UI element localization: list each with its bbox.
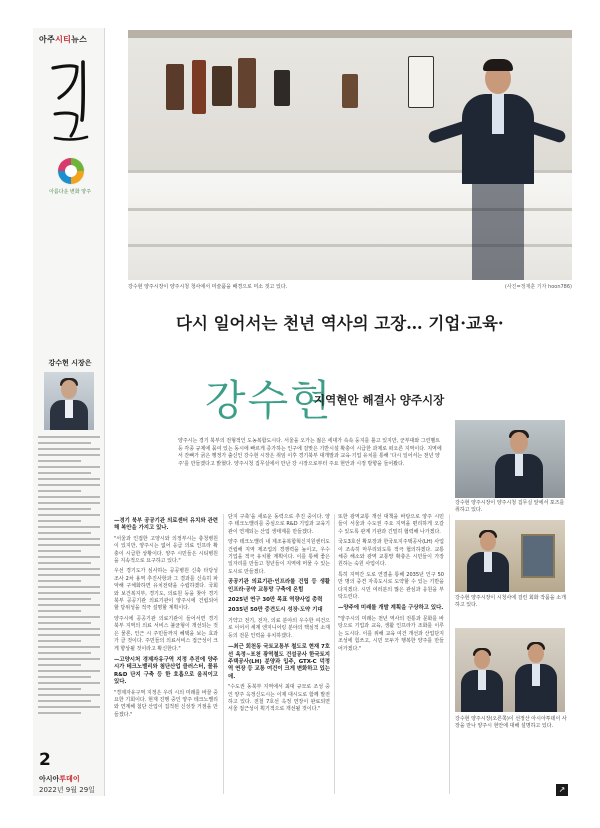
article-column-2: [228, 514, 330, 717]
column-2-paragraph: 기약고 전기, 전자, 의료 분야의 우수한 여건으로 이어서 세계 엔지니어링 분야의 핵심적 소재 등의 전문 인력을 유치하겠다.: [228, 617, 330, 639]
paper-name: [39, 774, 80, 784]
calligraphy-logo: [47, 58, 91, 146]
main-photo-credit: (사진=정재훈 기자 hoon786): [504, 284, 572, 290]
question-3: —최근 회천동 국토교통부 철도로 현재 7호선 옥정~포천 광역철도 건설공사 한국토지주택공사(LH) 분양과 입주, GTX-C 덕정역 연장 등 교통 여건이 크게 변화하고 있는데.: [228, 644, 330, 680]
headline: 다시 일어서는 천년 역사의 고장… 기업·교육·: [176, 314, 504, 333]
lead-paragraph: 양주시는 경기 북부의 전형적인 도농복합도시다. 서울을 오가는 젊은 세대가 속속 둥지를 틀고 있지만, 군부대와 그린벨트 등 각종 규제에 묶여 있는 동시에 빠르게 증가하는 인구에 걸맞은 기반시설 확충이 시급한 과제로 떠오른 지역이다. 지역에서 잔뼈가 굵은 행정가 출신인 강수현 시장은 취임 이후 경기북부 대개발과 교육·기업 유치를 통해 '다시 일어서는 천년 양주'를 만들겠다고 밝혔다. 양주시청 집무실에서 만난 강 시장으로부터 주요 현안과 시정 방향을 들어봤다.: [178, 438, 442, 467]
issue-date: 2022년 9월 29일: [39, 786, 95, 794]
column-1-paragraph: 양주시에 공공기관 의료기관이 들어서면 경기 북부 지역의 의료 서비스 불균형이 개선되는 것은 물론, 인근 시 주민들까지 혜택을 보는 효과가 클 것이다. 주민들의 의료서비스 접근성이 크게 향상될 것이라고 확신한다.": [114, 615, 218, 652]
article-column-3: [338, 514, 444, 656]
column-1-paragraph: "경제자유구역 지정은 우리 시의 미래를 바꿀 중요한 기회이다. 현재 진행 중인 양주 테크노밸리와 연계해 첨단 산업이 집적된 신성장 거점을 만들겠다.": [114, 689, 218, 718]
question-2: —고양시처 경제자유구역 지정 추진에 양주시가 테크노밸리와 첨단산업 클러스터, 물류 R&D 단지 구축 등 한 호흡으로 움직이고 있다.: [114, 656, 218, 686]
interviewee-title: 지역현안 해결사 양주시장: [314, 393, 445, 407]
side-photo-2: [455, 520, 565, 592]
question-4: —양주에 미래를 개발 계획을 구상하고 있다.: [338, 605, 444, 612]
column-2-paragraph: 양주 테크노밸리 내 제조융복합혁신지원센터도 건립해 지역 제조업의 경쟁력을 높이고, 우수 기업을 적극 유치할 계획이다. 이를 통해 좋은 일자리를 만들고 청년들이 지역에 머물 수 있는 도시로 만들겠다.: [228, 539, 330, 575]
side-photo-3: [455, 628, 565, 712]
question-1: —경기 북부 공공기관 의료센터 유치와 관련해 복안을 가지고 있나.: [114, 518, 218, 532]
paper-prefix: 아시아: [39, 775, 60, 783]
subheading-3: 2035년 50만 중견도시 성장·도약 기대: [228, 607, 323, 614]
masthead-suffix: 뉴스: [71, 35, 88, 44]
side-photo-2-caption: 강수현 양주시장이 시청사에 걸린 회화 작품을 소개하고 있다.: [455, 595, 566, 608]
city-seal-icon: [56, 156, 86, 186]
side-photo-1-caption: 강수현 양주시장이 양주시청 집무실 앞에서 포즈를 취하고 있다.: [455, 500, 565, 513]
masthead-accent: 시티: [55, 35, 72, 44]
column-3-paragraph: 또한 광역교통 개선 대책을 바탕으로 양주 시민들이 서울과 수도권 주요 지역을 편리하게 오갈 수 있도록 관계 기관과 긴밀히 협력해 나가겠다.: [338, 514, 444, 535]
subheading-1: 공공기관 의료기관·인프라를 건립 등 생활 인프라·공약 교통망 구축에 온힘: [228, 579, 330, 593]
side-photo-1: [455, 420, 565, 498]
arrow-icon[interactable]: ↗: [556, 784, 568, 796]
column-3-paragraph: 특히 지역간 도로 연결을 통해 2035년 인구 50만 명의 중견 자족도시로 도약할 수 있는 기반을 다지겠다. 시민 여러분의 많은 관심과 응원을 부탁드린다.: [338, 571, 444, 601]
page-number: 2: [39, 750, 51, 770]
column-2-paragraph: "수도권 동북부 지역에서 최대 규모로 조성 중인 양주 옥정신도시는 이제 대시도로 함께 발전하고 있다. 전철 7호선 옥정 연장이 완료되면 서울 접근성이 획기적으로 개선될 것이다.": [228, 684, 330, 713]
column-1-paragraph: 우선 경기도가 심사하는 공공병원 신축 타당성 조사 2차 용역 추진사항과 그 결과를 신속히 파악해 구체화하면 유치전략을 수립하겠다. 국회와 보건복지부, 경기도, 의료원 등을 찾아 경기 북부 공공기관 의료기관이 양주시에 건립되어 할 당위성을 적극 설명할 계획이다.: [114, 568, 218, 612]
column-divider: [223, 514, 224, 794]
column-divider: [334, 514, 335, 794]
subheading-2: 2025년 연구 30만 목표 역량사업 총력: [228, 597, 323, 604]
profile-heading: 강수현 시장은: [48, 359, 92, 367]
column-3-paragraph: 국도3호선 확포장과 한국토지주택공사(LH) 사업이 조속히 마무리되도록 적극 협의하겠다. 교통 체증 해소와 광역 교통망 확충은 시민들이 가장 원하는 숙원 사업이다.: [338, 539, 444, 568]
sidebar: [33, 28, 105, 796]
article-column-1: [114, 514, 218, 722]
column-3-paragraph: "양주시의 미래는 천년 역사의 전통과 문화를 바탕으로 기업과 교육, 생활 인프라가 조화를 이루는 도시다. 이를 위해 교육 여건 개선과 산업단지 조성에 힘쓰고, 시민 모두가 행복한 양주를 만들어가겠다.": [338, 615, 444, 652]
sidebar-masthead: [39, 34, 87, 45]
profile-text: [38, 436, 100, 718]
column-1-paragraph: "서울과 인접한 고양시와 의정부시는 충청병원이 있지만, 양주시는 없어 응급 의료 인프라 확충이 시급한 상황이다. 양주 시민들은 시티병원을 지속적으로 요구하고 있다.": [114, 535, 218, 565]
main-photo-caption: 강수현 양주시장이 양주시청 청사에서 미술품을 배경으로 미소 짓고 있다.: [128, 284, 288, 290]
interviewee-name: 강수현: [205, 376, 333, 425]
seal-slogan: 아름다운 변화 양주: [49, 189, 91, 195]
profile-photo: [44, 372, 94, 430]
masthead-prefix: 아주: [39, 35, 56, 44]
paper-accent: 투데이: [59, 775, 80, 783]
side-photo-3-caption: 강수현 양주시장(오른쪽)이 선정산 아시아투데이 사장을 만나 양주시 현안에 대해 설명하고 있다.: [455, 716, 567, 729]
main-photo: [128, 30, 572, 280]
column-2-paragraph: 단지 구축'을 새로운 동력으로 추진 중이다. 양주 테크노밸리를 중심으로 R&D 기업과 교육기관이 연계되는 산업 생태계를 만들겠다.: [228, 514, 330, 535]
column-divider: [449, 514, 450, 794]
